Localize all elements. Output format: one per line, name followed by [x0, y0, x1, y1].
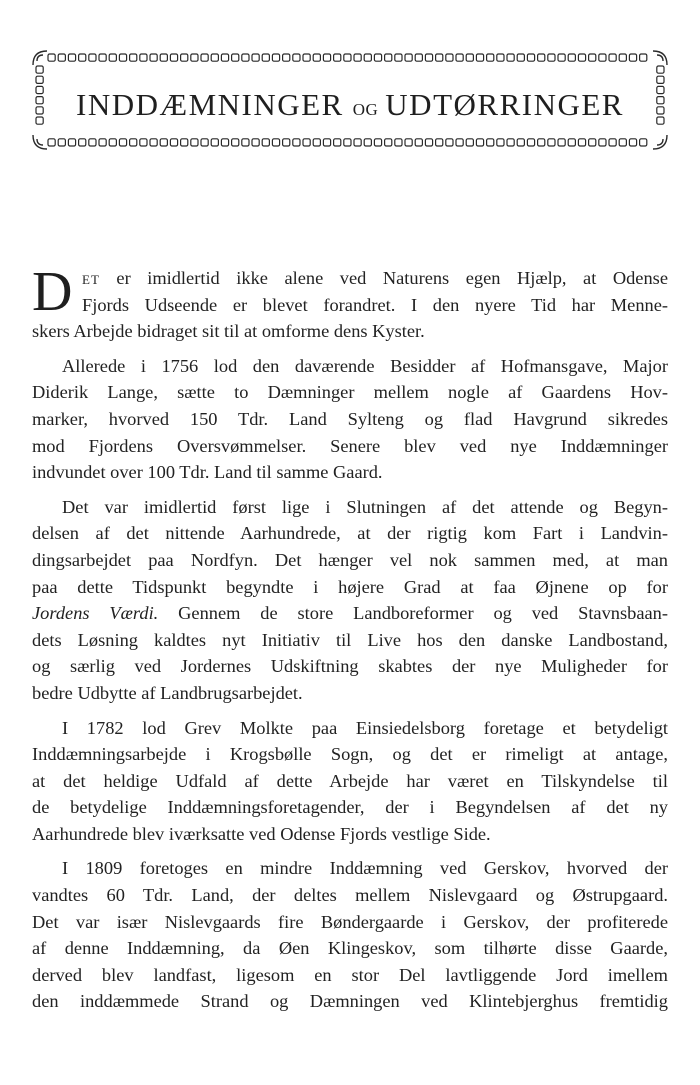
text-line: I 1782 lod Grev Molkte paa Einsiedelsborg foretage et betydeligt — [62, 717, 668, 738]
text-line: derved blev landfast, ligesom en stor Del lavtliggende Jord imellem — [32, 964, 668, 985]
paragraph-1 — [32, 261, 668, 345]
chapter-title — [32, 87, 668, 123]
text-line: Fjords Udseende er blevet forandret. I den nyere Tid har Menne- — [82, 294, 668, 315]
paragraph-3 — [32, 494, 668, 707]
text-line: mod Fjordens Oversvømmelser. Senere blev ved nye Inddæmninger — [32, 435, 668, 456]
text-line: I 1809 foretoges en mindre Inddæmning ved Gerskov, hvorved der — [62, 858, 668, 879]
text-line: at det heldige Udfald af dette Arbejde har været en Tilskyndelse til — [32, 770, 668, 791]
text-line: Aarhundrede blev iværksatte ved Odense Fjords vestlige Side. — [32, 823, 491, 844]
text-line: af denne Inddæmning, da Øen Klingeskov, som tilhørte disse Gaarde, — [32, 938, 668, 959]
text-line: bedre Udbytte af Landbrugsarbejdet. — [32, 682, 303, 703]
paragraph-4 — [32, 715, 668, 848]
paragraph-5 — [32, 855, 668, 1015]
text-line: Allerede i 1756 lod den daværende Besidder af Hofmansgave, Major — [62, 355, 668, 376]
title-connector: OG — [352, 100, 379, 119]
text-line: ET er imidlertid ikke alene ved Naturens egen Hjælp, at Odense — [82, 268, 668, 288]
text-line: vandtes 60 Tdr. Land, der deltes mellem Nislevgaard og Østrupgaard. — [32, 885, 668, 906]
title-part-1: INDDÆMNINGER — [76, 87, 344, 122]
text-line: den inddæmmede Strand og Dæmningen ved Klintebjerghus fremtidig — [32, 991, 668, 1012]
text-line: paa dette Tidspunkt begyndte i højere Grad at faa Øjnene op for — [32, 576, 668, 597]
text-line: Det var især Nislevgaards fire Bøndergaarde i Gerskov, der profiterede — [32, 911, 668, 932]
text-line: marker, hvorved 150 Tdr. Land Sylteng og flad Havgrund sikredes — [32, 408, 668, 429]
italic-phrase: Jordens Værdi. — [32, 603, 159, 624]
chapter-heading-frame — [32, 50, 668, 150]
text-line: og særlig ved Jordernes Udskiftning skabtes der nye Muligheder for — [32, 656, 668, 677]
text-line: Diderik Lange, sætte to Dæmninger mellem nogle af Gaardens Hov- — [32, 382, 668, 403]
title-part-2: UDTØRRINGER — [385, 87, 624, 122]
text-line: skers Arbejde bidraget sit til at omforme dens Kyster. — [32, 321, 425, 342]
text-line: delsen af det nittende Aarhundrede, at der rigtig kom Fart i Landvin- — [32, 523, 668, 544]
drop-cap: D — [32, 261, 73, 323]
text-line: de betydelige Inddæmningsforetagender, der i Begyndelsen af det ny — [32, 797, 668, 818]
text-line: Det var imidlertid først lige i Slutningen af det attende og Begyn- — [62, 496, 668, 517]
body-text — [32, 261, 668, 1015]
text-line: dingsarbejdet paa Nordfyn. Det hænger vel nok sammen med, at man — [32, 549, 668, 570]
text-line: indvundet over 100 Tdr. Land til samme Gaard. — [32, 462, 383, 483]
text-line: dets Løsning kaldtes nyt Initiativ til Live hos den danske Landbostand, — [32, 629, 668, 650]
paragraph-2 — [32, 353, 668, 486]
text-line: Inddæmningsarbejde i Krogsbølle Sogn, og det er rimeligt at antage, — [32, 744, 668, 765]
text-line: Jordens Værdi. Gennem de store Landboreformer og ved Stavnsbaan- — [32, 603, 668, 624]
